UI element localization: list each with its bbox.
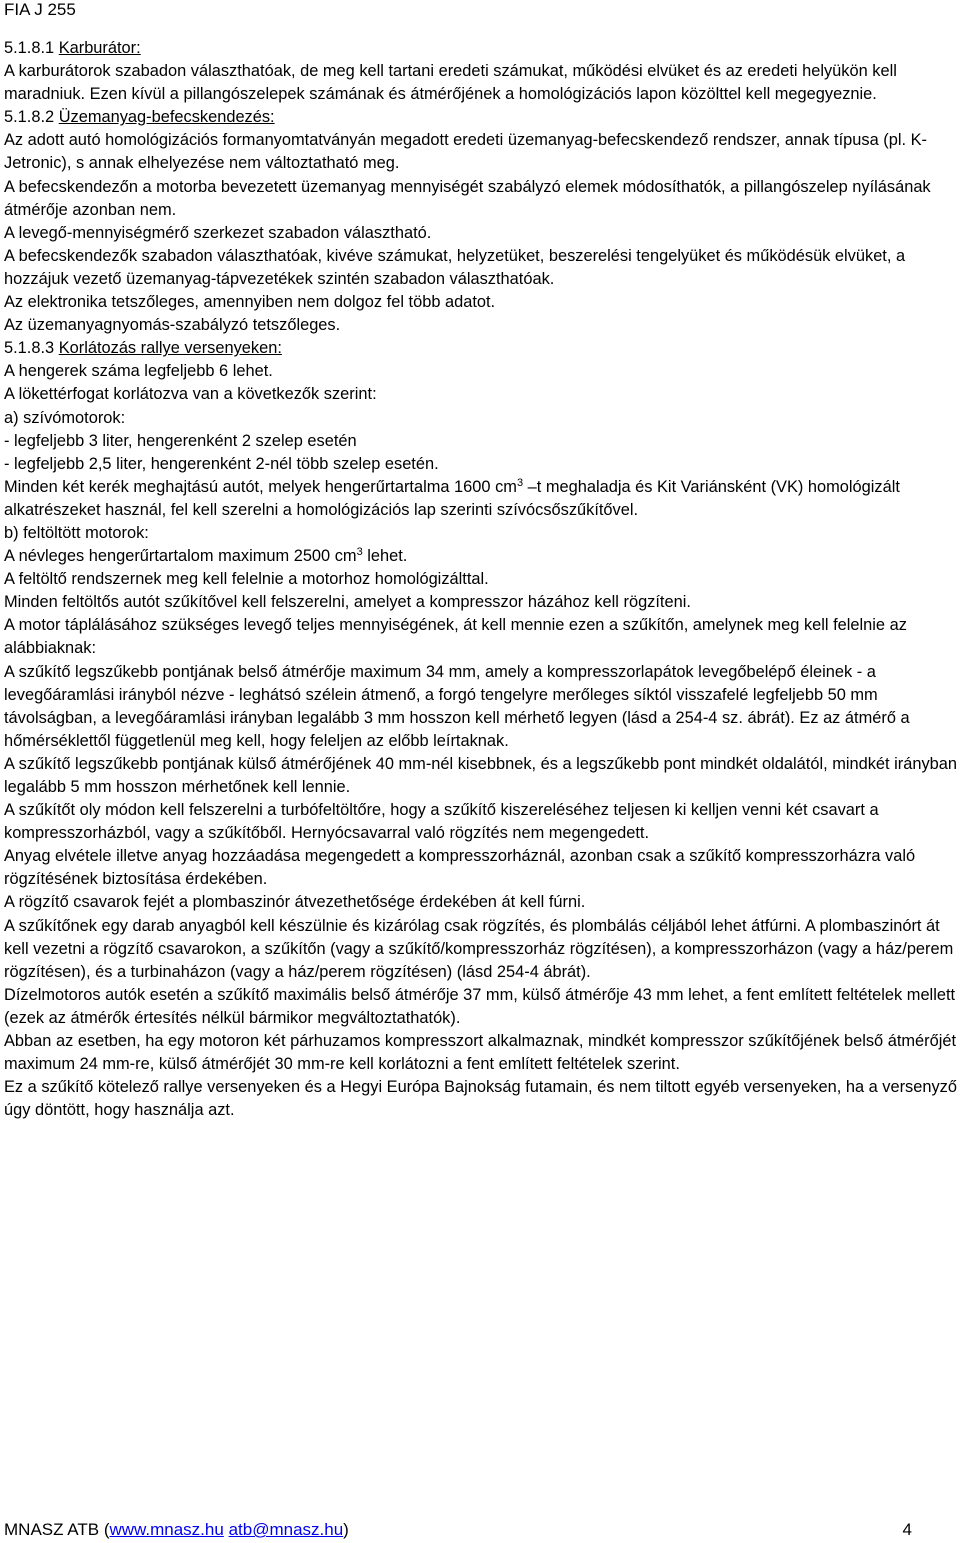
footer-paren-open: ( (103, 1520, 110, 1539)
list-heading: b) feltöltött motorok: (4, 523, 149, 542)
page-footer (4, 1519, 912, 1541)
document-id-header: FIA J 255 (4, 0, 76, 19)
paragraph: A szűkítőt oly módon kell felszerelni a turbófeltöltőre, hogy a szűkítő kiszereléséhez teljesen ki kelljen venni két csavart a kompresszorházból, vagy a szűkítőből. Hernyócsavarral való rögzítés nem megengedett. (4, 801, 879, 843)
paragraph: A szűkítő legszűkebb pontjának külső átmérőjének 40 mm-nél kisebbnek, és a legszűkebb pont mindkét oldalától, mindkét irányban legalább 5 mm hosszon mérhetőnek kell lennie. (4, 754, 958, 796)
paragraph: A hengerek száma legfeljebb 6 lehet. (4, 362, 273, 381)
list-heading: a) szívómotorok: (4, 408, 126, 427)
paragraph: A szűkítőnek egy darab anyagból kell készülnie és kizárólag csak rögzítés, és plombálás céljából lehet átfúrni. A plombaszinórt át kell vezetni a rögzítő csavarokon, a szűkítőn (vagy a szűkítő/kompresszorház rögzítésen), a kompresszorházon (vagy a ház/perem rögzítésen), és a turbinaházon (vagy a ház/perem rögzítésen) (lásd 254-4 ábrát). (4, 916, 954, 981)
paragraph: A befecskendezőn a motorba bevezetett üzemanyag mennyiségét szabályzó elemek módosíthatók, a pillangószelep nyílásának átmérője azonban nem. (4, 177, 931, 219)
paragraph: Az adott autó homológizációs formanyomtatványán megadott eredeti üzemanyag-befecskendező rendszer, annak típusa (pl. K-Jetronic), s annak elhelyezése nem változtatható meg. (4, 131, 927, 173)
paragraph: Anyag elvétele illetve anyag hozzáadása megengedett a kompresszorháznál, azonban csak a szűkítő kompresszorházra való rögzítésének biztosítása érdekében. (4, 847, 916, 889)
text-run: –t meghaladja és Kit Variánsként (VK) homológizált alkatrészeket használ, fel kell szerelni a homológizációs lap szerinti szívócsőszűkítővel. (4, 477, 900, 519)
section-heading-fuel-injection (4, 106, 958, 129)
paragraph: Dízelmotoros autók esetén a szűkítő maximális belső átmérője 37 mm, külső átmérője 43 mm lehet, a fent említett feltételek mellett (ezek az átmérők értesítés nélkül bármikor megváltoztathatók). (4, 985, 956, 1027)
paragraph: Az üzemanyagnyomás-szabályzó tetszőleges. (4, 316, 341, 335)
section-title: Üzemanyag-befecskendezés: (58, 108, 275, 127)
section-heading-carburetor (4, 37, 958, 60)
page-number: 4 (902, 1520, 912, 1539)
list-item: - legfeljebb 3 liter, hengerenként 2 szelep esetén (4, 431, 357, 450)
paragraph: Az elektronika tetszőleges, amennyiben nem dolgoz fel több adatot. (4, 293, 496, 312)
paragraph: Minden feltöltős autót szűkítővel kell felszerelni, amelyet a kompresszor házához kell rögzíteni. (4, 593, 691, 612)
text-run: A névleges hengerűrtartalom maximum 2500 cm (4, 547, 357, 566)
paragraph: A szűkítő legszűkebb pontjának belső átmérője maximum 34 mm, amely a kompresszorlapátok levegőbelépő éleinek - a levegőáramlási irányból nézve - leghátsó szélein átmenő, a forgó tengelyre merőleges síktól visszafelé legfeljebb 50 mm távolságban, a levegőáramlási irányban legalább 3 mm hosszon kell mérhető legyen (lásd a 254-4 sz. ábrát). Ez az átmérő a hőmérséklettől függetlenül meg kell, hogy feleljen az előbb leírtaknak. (4, 662, 910, 750)
superscript: 3 (356, 546, 363, 559)
paragraph: A karburátorok szabadon választhatóak, de meg kell tartani eredeti számukat, működési elvüket és az eredeti helyükön kell maradniuk. Ezen kívül a pillangószelepek számának és átmérőjének a homológizációs lapon közölttel kell megegyeznie. (4, 62, 897, 104)
paragraph: Ez a szűkítő kötelező rallye versenyeken és a Hegyi Európa Bajnokság futamain, és nem tiltott egyéb versenyeken, ha a versenyző úgy döntött, hogy használja azt. (4, 1078, 957, 1120)
section-title: Korlátozás rallye versenyeken: (58, 339, 282, 358)
website-link[interactable]: www.mnasz.hu (109, 1520, 224, 1539)
section-number: 5.1.8.1 (4, 39, 55, 57)
paragraph: Abban az esetben, ha egy motoron két párhuzamos kompresszort alkalmaznak, mindkét kompresszor szűkítőjének belső átmérőjét maximum 24 mm-re, külső átmérőjét 30 mm-re kell korlátozni a fent említett feltételek szerint. (4, 1032, 957, 1074)
paragraph (4, 476, 958, 522)
section-number: 5.1.8.2 (4, 108, 55, 127)
paragraph: A levegő-mennyiségmérő szerkezet szabadon választható. (4, 223, 432, 242)
paragraph: A lökettérfogat korlátozva van a következők szerint: (4, 385, 377, 404)
paragraph: A rögzítő csavarok fejét a plombaszinór átvezethetősége érdekében át kell fúrni. (4, 893, 586, 912)
section-title: Karburátor: (58, 39, 141, 57)
text-run: lehet. (362, 547, 408, 566)
paragraph (4, 545, 958, 568)
superscript: 3 (516, 476, 524, 489)
paragraph: A befecskendezők szabadon választhatóak, kivéve számukat, helyzetüket, beszerelési tengelyüket és működésük elvüket, a hozzájuk vezető üzemanyag-tápvezetékek szintén szabadon választhatóak. (4, 246, 906, 288)
footer-paren-close: ) (343, 1520, 349, 1539)
list-item: - legfeljebb 2,5 liter, hengerenként 2-nél több szelep esetén. (4, 454, 439, 473)
paragraph: A motor táplálásához szükséges levegő teljes mennyiségének, át kell mennie ezen a szűkítőn, amelynek meg kell felelnie az alábbiaknak: (4, 616, 907, 658)
section-heading-rally-restriction (4, 337, 958, 360)
footer-org: MNASZ ATB (4, 1520, 100, 1539)
section-number: 5.1.8.3 (4, 339, 55, 358)
email-link[interactable]: atb@mnasz.hu (228, 1520, 344, 1539)
text-run: Minden két kerék meghajtású autót, melyek hengerűrtartalma 1600 cm (4, 477, 517, 496)
paragraph: A feltöltő rendszernek meg kell felelnie a motorhoz homológizálttal. (4, 570, 489, 589)
document-body (4, 37, 958, 1122)
